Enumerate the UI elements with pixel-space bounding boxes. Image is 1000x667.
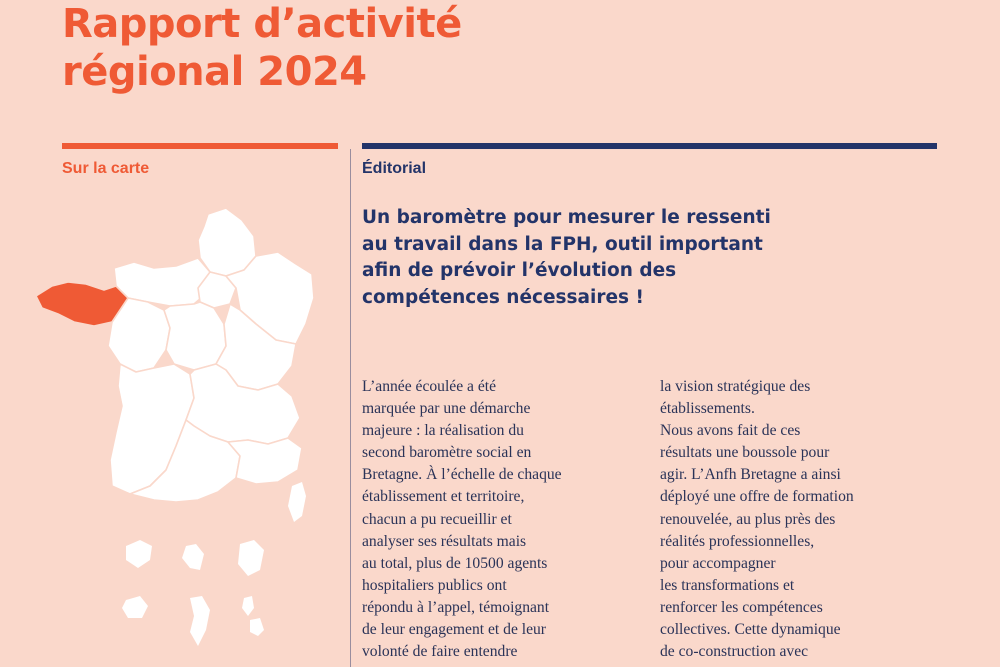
headline-line-3: afin de prévoir l’évolution des xyxy=(362,260,677,282)
body-line: de co-construction avec xyxy=(660,643,809,661)
body-line: second baromètre social en xyxy=(362,444,532,462)
body-line: Nous avons fait de ces xyxy=(660,422,801,440)
right-section-rule xyxy=(362,143,937,149)
map-section-label: Sur la carte xyxy=(62,160,150,177)
headline-line-4: compétences nécessaires ! xyxy=(362,286,644,308)
body-line: résultats une boussole pour xyxy=(660,444,830,462)
overseas-mayotte xyxy=(190,596,210,646)
body-line: majeure : la réalisation du xyxy=(362,422,524,440)
body-line: collectives. Cette dynamique xyxy=(660,621,841,639)
body-line: hospitaliers publics ont xyxy=(362,576,507,594)
body-line: analyser ses résultats mais xyxy=(362,532,527,550)
body-line: établissements. xyxy=(660,400,755,418)
body-line: marquée par une démarche xyxy=(362,400,531,418)
overseas-guadeloupe xyxy=(126,540,152,568)
title-line-2: régional 2024 xyxy=(62,49,367,95)
overseas-spm xyxy=(242,596,254,616)
overseas-territories xyxy=(122,540,264,646)
mainland-france xyxy=(108,208,314,502)
region-centre xyxy=(164,302,226,370)
column-divider xyxy=(350,149,351,667)
body-line: la vision stratégique des xyxy=(660,378,811,395)
body-line: L’année écoulée a été xyxy=(362,378,497,395)
body-line: agir. L’Anfh Bretagne a ainsi xyxy=(660,466,841,484)
editorial-body-column-1 xyxy=(362,376,637,663)
body-line: volonté de faire entendre xyxy=(362,643,518,661)
body-line: au total, plus de 10500 agents xyxy=(362,554,548,572)
editorial-headline xyxy=(362,205,882,311)
corsica xyxy=(288,482,306,522)
overseas-martinique xyxy=(182,544,204,570)
body-line: renforcer les compétences xyxy=(660,598,823,616)
headline-line-1: Un baromètre pour mesurer le ressenti xyxy=(362,207,771,228)
headline-line-2: au travail dans la FPH, outil important xyxy=(362,233,763,255)
body-line: chacun a pu recueillir et xyxy=(362,510,512,528)
left-section-rule xyxy=(62,143,338,149)
body-line: réalités professionnelles, xyxy=(660,532,815,550)
report-title xyxy=(62,0,462,96)
title-line-1: Rapport d’activité xyxy=(62,1,462,47)
body-line: établissement et territoire, xyxy=(362,488,525,506)
overseas-polynesie xyxy=(250,618,264,636)
body-line: Bretagne. À l’échelle de chaque xyxy=(362,466,562,484)
overseas-reunion xyxy=(122,596,148,618)
body-line: de leur engagement et de leur xyxy=(362,621,547,639)
body-line: déployé une offre de formation xyxy=(660,488,854,506)
editorial-body-column-2 xyxy=(660,376,935,663)
body-line: pour accompagner xyxy=(660,554,776,572)
body-line: renouvelée, au plus près des xyxy=(660,510,836,528)
region-paca xyxy=(228,438,302,484)
body-line: les transformations et xyxy=(660,576,795,594)
region-bretagne-highlight xyxy=(36,282,128,326)
overseas-guyane xyxy=(238,540,264,576)
france-regions-map xyxy=(30,200,330,667)
body-line: répondu à l’appel, témoignant xyxy=(362,598,550,616)
editorial-section-label: Éditorial xyxy=(362,160,427,177)
